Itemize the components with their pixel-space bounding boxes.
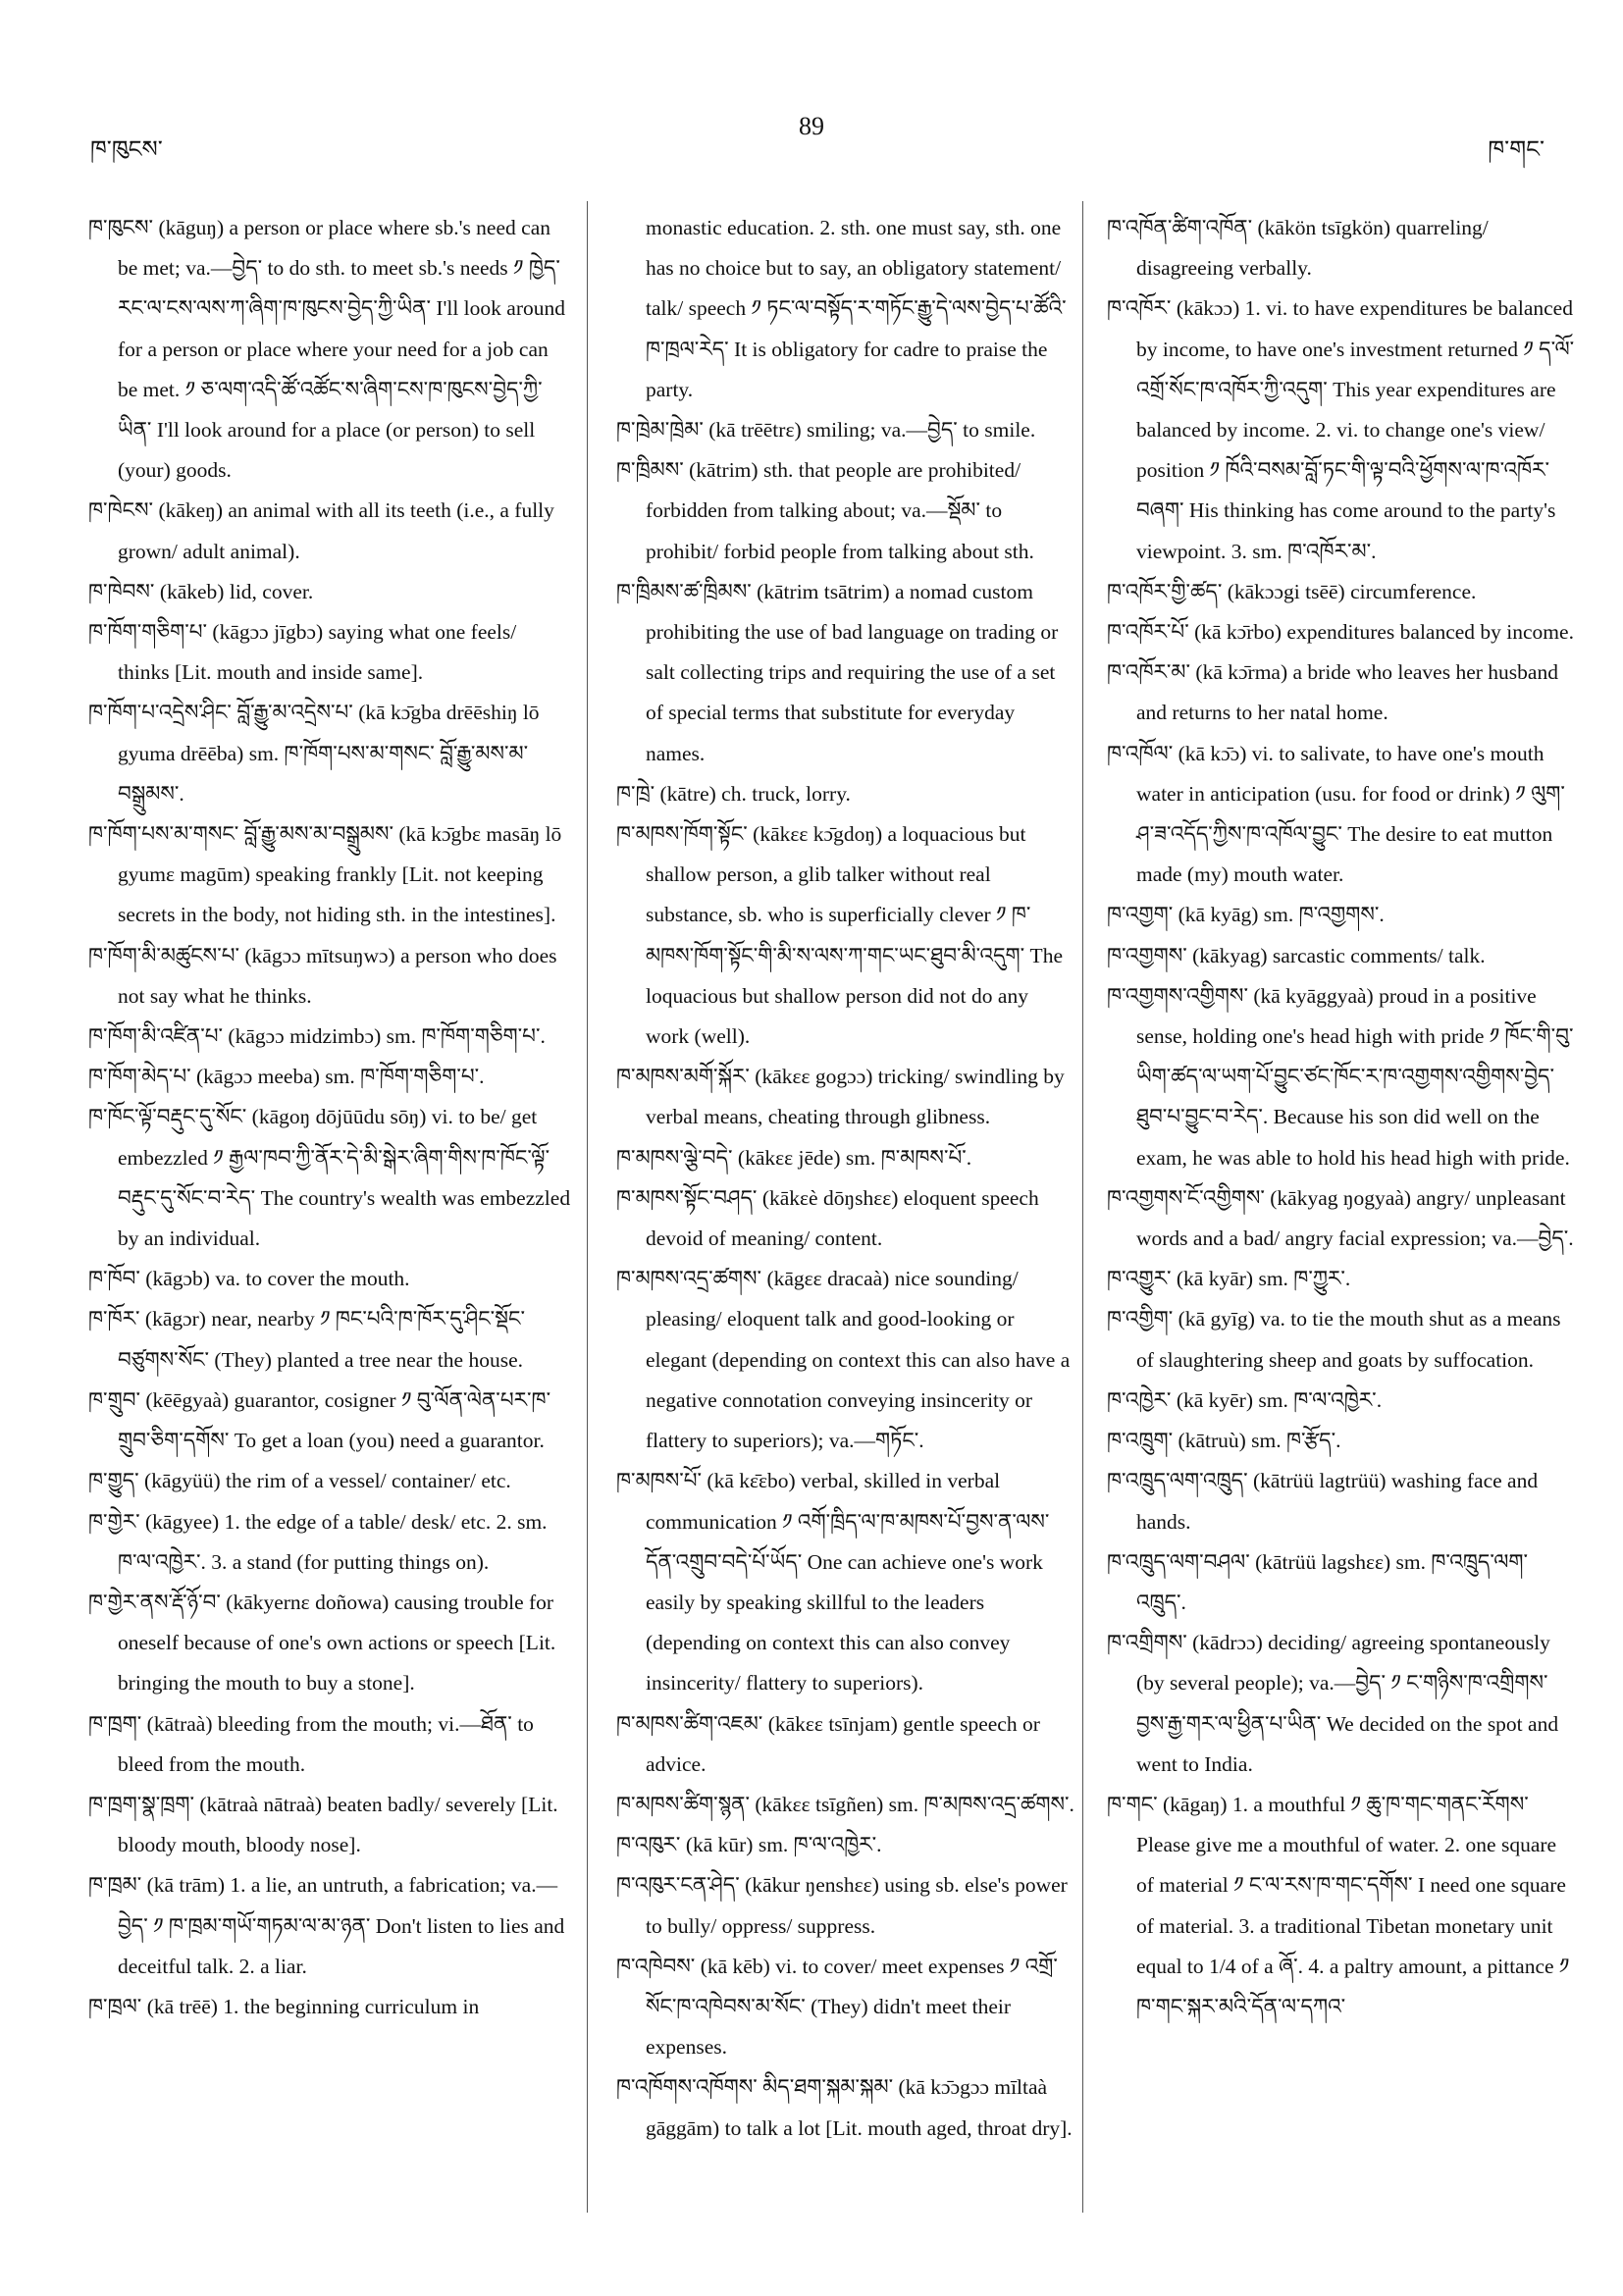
dictionary-entry bbox=[616, 1865, 1075, 1946]
entry-definition: (kāgyee) 1. the edge of a table/ desk/ etc. 2. sm. ཁ་ལ་འཁྱེར་. 3. a stand (for putting things on). bbox=[118, 1509, 548, 1574]
entry-definition: (kā kyār) sm. ཁ་ཀྱུར་. bbox=[1171, 1267, 1351, 1291]
entry-definition: (kāgyüü) the rim of a vessel/ container/ etc. bbox=[138, 1469, 511, 1493]
column-1 bbox=[88, 208, 571, 2027]
entry-headword: ཁ་ཁྲག་ bbox=[88, 1711, 142, 1736]
dictionary-entry bbox=[88, 1583, 571, 1704]
entry-definition: (kātraà) bleeding from the mouth; vi.—ཐོན་ to bleed from the mouth. bbox=[118, 1711, 534, 1776]
entry-definition: monastic education. 2. sth. one must say, sth. one has no choice but to say, an obligatory statement/ talk/ speech ༡ ཏང་ལ་བསྟོད་ར་གཏོང་རྒྱུ་དེ་ལས་བྱེད་པ་ཚོའི་ཁ་ཁྲལ་རེད་ It is obligatory for cadre to praise the party. bbox=[646, 216, 1067, 401]
dictionary-entry bbox=[616, 1785, 1075, 1825]
entry-definition: (kākɔɔ) 1. vi. to have expenditures be balanced by income, to have one's investment returned ༡ ད་ལོ་འགྲོ་སོང་ཁ་འཁོར་ཀྱི་འདུག་ This year expenditures are balanced by income. 2. vi. to change one's view/ position ༡ ཁོའི་བསམ་བློ་ཏང་གི་ལྟ་བའི་ཕྱོགས་ལ་ཁ་འཁོར་བཞག་ His thinking has come around to the party's viewpoint. 3. sm. ཁ་འཁོར་མ་. bbox=[1136, 296, 1575, 563]
dictionary-entry bbox=[1107, 936, 1576, 976]
entry-definition: (kātruù) sm. ཁ་རྩོད་. bbox=[1173, 1429, 1341, 1453]
entry-headword: ཁ་ཁྲེམ་ཁྲེམ་ bbox=[616, 418, 704, 443]
entry-definition: (kāguŋ) a person or place where sb.'s need can be met; va.—བྱེད་ to do sth. to meet sb.'s needs ༡ ཁྱེད་རང་ལ་ངས་ལས་ཀ་ཞིག་ཁ་ཁུངས་བྱེད་ཀྱི་ཡིན་ I'll look around for a person or place where your need for a job can be met. ༡ ཅ་ལག་འདི་ཚོ་འཚོང་ས་ཞིག་ངས་ཁ་ཁུངས་བྱེད་ཀྱི་ཡིན་ I'll look around for a place (or person) to sell (your) goods. bbox=[118, 216, 565, 483]
entry-definition: (kāgɔr) near, nearby ༡ ཁང་པའི་ཁ་ཁོར་དུ་ཤིང་སྡོང་བཙུགས་སོང་ (They) planted a tree near the house. bbox=[118, 1307, 525, 1372]
entry-headword: ཁ་ཁྲལ་ bbox=[88, 1994, 142, 2018]
entry-definition: (kātrim) sth. that people are prohibited/ forbidden from talking about; va.—སྡོམ་ to prohibit/ forbid people from talking about sth. bbox=[646, 458, 1034, 563]
entry-headword: ཁ་འཁྲུད་ལག་འཁྲུད་ bbox=[1107, 1469, 1248, 1493]
entry-headword: ཁ་ཁྲེ་ bbox=[616, 781, 655, 806]
entry-definition: (kāgɔɔ meeba) sm. ཁ་ཁོག་གཅིག་པ་. bbox=[190, 1065, 485, 1089]
dictionary-entry bbox=[616, 774, 1075, 814]
entry-headword: ཁ་མཁས་ཚིག་འཇམ་ bbox=[616, 1711, 763, 1736]
dictionary-entry bbox=[88, 572, 571, 612]
dictionary-entry bbox=[88, 1299, 571, 1380]
dictionary-entry bbox=[88, 1057, 571, 1097]
dictionary-entry bbox=[1107, 288, 1576, 571]
entry-definition: (kāgaŋ) 1. a mouthful ༡ ཆུ་ཁ་གང་གནང་རོགས་ Please give me a mouthful of water. 2. one square of material ༡ ང་ལ་རས་ཁ་གང་དགོས་ I need one square of material. 3. a traditional Tibetan monetary unit equal to 1/4 of a ཞོ་. 4. a paltry amount, a pittance ༡ ཁ་གང་སྐར་མའི་དོན་ལ་དཀའ་ bbox=[1136, 1792, 1570, 2018]
dictionary-entry bbox=[616, 1947, 1075, 2068]
entry-headword: ཁ་འཁུར་ bbox=[616, 1833, 681, 1857]
dictionary-entry bbox=[1107, 734, 1576, 896]
entry-definition: (kātrüü lagshɛɛ) sm. ཁ་འཁྲུད་ལག་འཁྲུད་. bbox=[1136, 1549, 1529, 1614]
entry-definition: (kāgɔb) va. to cover the mouth. bbox=[139, 1267, 410, 1291]
dictionary-entry bbox=[1107, 1623, 1576, 1785]
dictionary-entry bbox=[88, 693, 571, 814]
entry-headword: ཁ་ཁུངས་ bbox=[88, 216, 154, 239]
dictionary-entry bbox=[88, 1987, 571, 2027]
entry-headword: ཁ་ཁོག་མི་མཚུངས་པ་ bbox=[88, 943, 240, 967]
entry-headword: ཁ་མཁས་མགོ་སྐོར་ bbox=[616, 1065, 750, 1089]
dictionary-entry bbox=[616, 410, 1075, 450]
dictionary-entry bbox=[88, 1502, 571, 1583]
entry-headword: ཁ་མཁས་ཚིག་སྙན་ bbox=[616, 1792, 750, 1816]
dictionary-entry bbox=[616, 1461, 1075, 1703]
dictionary-entry bbox=[616, 1259, 1075, 1461]
entry-definition: (kādrɔɔ) deciding/ agreeing spontaneously (by several people); va.—བྱེད་ ༡ ང་གཉིས་ཁ་འགྲིགས་བྱས་རྒྱ་གར་ལ་ཕྱིན་པ་ཡིན་ We decided on the spot and went to India. bbox=[1136, 1631, 1559, 1776]
entry-headword: ཁ་ཁེབས་ bbox=[88, 579, 155, 603]
dictionary-entry bbox=[88, 1017, 571, 1057]
dictionary-entry bbox=[88, 814, 571, 936]
dictionary-entry bbox=[88, 491, 571, 571]
entry-headword: ཁ་མཁས་སྟོང་བཤད་ bbox=[616, 1185, 758, 1210]
entry-headword: ཁ་འགྱགས་ངོ་འགྱིགས་ bbox=[1107, 1185, 1265, 1210]
entry-definition: (kāgɔɔ midzimbɔ) sm. ཁ་ཁོག་གཅིག་པ་. bbox=[223, 1024, 546, 1049]
dictionary-entry bbox=[616, 1704, 1075, 1785]
dictionary-entry bbox=[88, 1097, 571, 1259]
entry-definition: (kāgɔɔ mītsuŋwɔ) a person who does not say what he thinks. bbox=[118, 943, 557, 1008]
dictionary-entry bbox=[88, 936, 571, 1017]
entry-headword: ཁ་ཁོག་པས་མ་གསང་ བློ་རྒྱུ་མས་མ་བསྒྲུམས་ bbox=[88, 822, 393, 847]
entry-headword: ཁ་ཁྲིམས་ཚ་ཁྲིམས་ bbox=[616, 579, 752, 603]
column-divider bbox=[1082, 201, 1083, 2213]
entry-headword: ཁ་འཁོར་པོ་ bbox=[1107, 620, 1189, 645]
entry-headword: ཁ་འཁོལ་ bbox=[1107, 741, 1174, 765]
dictionary-entry bbox=[616, 1178, 1075, 1259]
entry-definition: (kāgoŋ dōjūūdu sōŋ) vi. to be/ get embezzled ༡ རྒྱལ་ཁབ་ཀྱི་ནོར་དེ་མི་སྒེར་ཞིག་གིས་ཁ་ཁོང་ལྟོ་བརྡུང་དུ་སོང་བ་རེད་ The country's wealth was embezzled by an individual. bbox=[118, 1105, 571, 1251]
entry-definition: (kā kyēr) sm. ཁ་ལ་འཁྱེར་. bbox=[1171, 1387, 1383, 1412]
entry-definition: (kātre) ch. truck, lorry. bbox=[654, 781, 851, 806]
entry-definition: (kākur ŋenshɛɛ) using sb. else's power to bully/ oppress/ suppress. bbox=[646, 1873, 1068, 1938]
entry-definition: (kākɛɛ jēde) sm. ཁ་མཁས་པོ་. bbox=[732, 1145, 972, 1170]
column-2 bbox=[616, 208, 1075, 2149]
dictionary-entry bbox=[1107, 208, 1576, 288]
entry-headword: ཁ་ཁོང་ལྟོ་བརྡུང་དུ་སོང་ bbox=[88, 1105, 247, 1129]
dictionary-entry bbox=[1107, 1785, 1576, 2027]
dictionary-entry bbox=[1107, 1381, 1576, 1421]
running-head-left: ཁ་ཁུངས་ bbox=[90, 137, 163, 163]
dictionary-entry bbox=[616, 814, 1075, 1057]
dictionary-entry bbox=[616, 208, 1075, 410]
entry-headword: ཁ་ཁོབ་ bbox=[88, 1267, 140, 1291]
entry-headword: ཁ་ཁོག་པ་འདྲེས་ཤིང་ བློ་རྒྱུ་མ་འདྲེས་པ་ bbox=[88, 701, 353, 725]
entry-definition: (kākɔɔgi tsēē) circumference. bbox=[1222, 579, 1477, 603]
entry-definition: (kā kɔ̄gbɛ masāŋ lō gyumɛ magūm) speaking frankly [Lit. not keeping secrets in the body, not hiding sth. in the intestines]. bbox=[118, 822, 562, 927]
entry-headword: ཁ་མཁས་འདྲ་ཚགས་ bbox=[616, 1267, 762, 1291]
entry-definition: (kāgɔɔ jīgbɔ) saying what one feels/ thinks [Lit. mouth and inside same]. bbox=[118, 620, 517, 685]
entry-definition: (kā kūr) sm. ཁ་ལ་འཁྱེར་. bbox=[680, 1833, 882, 1857]
entry-definition: (kākɛɛ tsīnjam) gentle speech or advice. bbox=[646, 1711, 1040, 1776]
dictionary-entry bbox=[616, 1825, 1075, 1865]
entry-definition: (kā kɔ̄rma) a bride who leaves her husband and returns to her natal home. bbox=[1136, 660, 1558, 725]
entry-definition: (kākeb) lid, cover. bbox=[154, 579, 314, 603]
entry-headword: ཁ་གྱེར་ནས་རྡོ་ཉོ་བ་ bbox=[88, 1590, 221, 1614]
entry-headword: ཁ་གྱུད་ bbox=[88, 1469, 139, 1493]
entry-definition: (kāgɛɛ dracaà) nice sounding/ pleasing/ eloquent talk and good-looking or elegant (depending on context this can also have a negative connotation conveying insincerity or flattery to superiors); va.—གཏོང་. bbox=[646, 1267, 1071, 1453]
dictionary-entry bbox=[88, 1259, 571, 1299]
entry-headword: ཁ་འཁོར་མ་ bbox=[1107, 660, 1191, 685]
entry-headword: ཁ་ཁྲིམས་ bbox=[616, 458, 684, 483]
entry-headword: ཁ་འཁོན་ཚིག་འཁོན་ bbox=[1107, 216, 1253, 239]
dictionary-entry bbox=[1107, 1461, 1576, 1541]
entry-definition: (kā gyīg) va. to tie the mouth shut as a means of slaughtering sheep and goats by suffocation. bbox=[1136, 1307, 1561, 1372]
entry-definition: (kā kɛ̄ɛbo) verbal, skilled in verbal communication ༡ འགོ་ཁྲིད་ལ་ཁ་མཁས་པོ་བྱས་ན་ལས་དོན་འགྲུབ་བདེ་པོ་ཡོད་ One can achieve one's work easily by speaking skillful to the leaders (depending on context this can also convey insincerity/ flattery to superiors). bbox=[646, 1469, 1050, 1696]
entry-headword: ཁ་འཁུར་ངན་ཤེད་ bbox=[616, 1873, 740, 1898]
entry-headword: ཁ་མཁས་པོ་ bbox=[616, 1469, 703, 1493]
entry-definition: (kākön tsīgkön) quarreling/ disagreeing verbally. bbox=[1136, 216, 1489, 281]
entry-definition: (kākɛɛ kɔ̄gdoŋ) a loquacious but shallow person, a glib talker without real substance, sb. who is superficially clever ༡ ཁ་མཁས་ཁོག་སྟོང་གི་མི་ས་ལས་ཀ་གང་ཡང་ཐུབ་མི་འདུག་ The loquacious but shallow person did not do any work (well). bbox=[646, 822, 1063, 1049]
entry-definition: (kākyag ŋogyaà) angry/ unpleasant words and a bad/ angry facial expression; va.—བྱེད་. bbox=[1136, 1185, 1574, 1251]
entry-headword: ཁ་འགྱིག་ bbox=[1107, 1307, 1174, 1331]
dictionary-entry bbox=[616, 450, 1075, 572]
dictionary-entry bbox=[1107, 1178, 1576, 1259]
entry-definition: (kā kyāg) sm. ཁ་འགྱགས་. bbox=[1173, 903, 1385, 927]
dictionary-entry bbox=[1107, 652, 1576, 733]
dictionary-entry bbox=[88, 1461, 571, 1501]
entry-headword: ཁ་ཁོར་ bbox=[88, 1307, 140, 1331]
entry-headword: ཁ་འགྱུར་ bbox=[1107, 1267, 1172, 1291]
entry-definition: (kākyag) sarcastic comments/ talk. bbox=[1186, 943, 1486, 967]
dictionary-entry bbox=[616, 1138, 1075, 1178]
entry-definition: (kākɛɛ tsīgñen) sm. ཁ་མཁས་འདྲ་ཚགས་. bbox=[750, 1792, 1074, 1816]
dictionary-entry bbox=[88, 1704, 571, 1785]
entry-definition: (kā kɔ̄ɔ) vi. to salivate, to have one's mouth water in anticipation (usu. for food or drink) ༡ ལུག་ཤ་ཟ་འདོད་ཀྱིས་ཁ་འཁོལ་བྱུང་ The desire to eat mutton made (my) mouth water. bbox=[1136, 741, 1565, 887]
entry-definition: (kā kēb) vi. to cover/ meet expenses ༡ འགྲོ་སོང་ཁ་འཁེབས་མ་སོང་ (They) didn't meet their expenses. bbox=[646, 1954, 1058, 2060]
entry-headword: ཁ་ཁེངས་ bbox=[88, 498, 154, 523]
dictionary-entry bbox=[88, 612, 571, 693]
entry-definition: (kā trēētrɛ) smiling; va.—བྱེད་ to smile. bbox=[703, 418, 1036, 443]
dictionary-entry bbox=[88, 1785, 571, 1865]
entry-definition: (kā kyāggyaà) proud in a positive sense, holding one's head high with pride ༡ ཁོང་གི་བུ་ཡིག་ཚད་ལ་ཡག་པོ་བྱུང་ཙང་ཁོང་ར་ཁ་འགྱགས་འགྱིགས་བྱེད་ཐུབ་པ་བྱུང་བ་རེད་. Because his son did well on the exam, he was able to hold his head high with pride. bbox=[1136, 983, 1574, 1170]
entry-definition: (kā kɔ̄rbo) expenditures balanced by income. bbox=[1188, 620, 1574, 645]
entry-definition: (kā trēē) 1. the beginning curriculum in bbox=[141, 1994, 480, 2018]
dictionary-entry bbox=[1107, 612, 1576, 652]
dictionary-entry bbox=[1107, 1299, 1576, 1380]
dictionary-entry bbox=[1107, 895, 1576, 935]
entry-definition: (kātrim tsātrim) a nomad custom prohibiting the use of bad language on trading or salt collecting trips and requiring the use of a set of special terms that substitute for everyday names. bbox=[646, 579, 1059, 765]
entry-headword: ཁ་འཁྲུག་ bbox=[1107, 1429, 1174, 1453]
entry-headword: ཁ་འགྱག་ bbox=[1107, 903, 1174, 927]
entry-headword: ཁ་འཁོར་གྱི་ཚད་ bbox=[1107, 579, 1223, 603]
entry-definition: (kātraà nātraà) beaten badly/ severely [Lit. bloody mouth, bloody nose]. bbox=[118, 1792, 558, 1857]
dictionary-entry bbox=[616, 572, 1075, 774]
entry-headword: ཁ་འགྱགས་ bbox=[1107, 943, 1187, 967]
dictionary-entry bbox=[1107, 572, 1576, 612]
entry-headword: ཁ་ཁྲག་སྣ་ཁྲག་ bbox=[88, 1792, 194, 1816]
entry-headword: ཁ་ཁོག་མེད་པ་ bbox=[88, 1065, 191, 1089]
column-divider bbox=[587, 201, 588, 2213]
dictionary-entry bbox=[616, 2067, 1075, 2148]
dictionary-entry bbox=[88, 1865, 571, 1987]
entry-headword: ཁ་འགྲིགས་ bbox=[1107, 1631, 1187, 1655]
entry-definition: (kātrüü lagtrüü) washing face and hands. bbox=[1136, 1469, 1539, 1534]
entry-headword: ཁ་འཁོགས་འཁོགས་ མིད་ཐག་སྐམ་སྐམ་ bbox=[616, 2075, 894, 2100]
dictionary-entry bbox=[88, 208, 571, 491]
entry-headword: ཁ་འགྱགས་འགྱིགས་ bbox=[1107, 983, 1248, 1008]
page-number: 89 bbox=[799, 112, 824, 140]
dictionary-entry bbox=[1107, 1542, 1576, 1623]
running-head-right: ཁ་གང་ bbox=[1488, 137, 1544, 163]
entry-definition: (kākyernɛ doñowa) causing trouble for oneself because of one's own actions or speech [Lit. bringing the mouth to buy a stone]. bbox=[118, 1590, 556, 1696]
entry-headword: ཁ་གྱེར་ bbox=[88, 1509, 140, 1534]
entry-headword: ཁ་ཁོག་གཅིག་པ་ bbox=[88, 620, 208, 645]
entry-definition: (kākɛè dōŋshɛɛ) eloquent speech devoid of meaning/ content. bbox=[646, 1185, 1039, 1251]
entry-definition: (kā kɔ̄ɔgɔɔ mīltaà gāggām) to talk a lot [Lit. mouth aged, throat dry]. bbox=[646, 2075, 1073, 2140]
dictionary-entry bbox=[1107, 976, 1576, 1178]
entry-definition: (kākɛɛ gogɔɔ) tricking/ swindling by verbal means, cheating through glibness. bbox=[646, 1065, 1065, 1129]
entry-definition: (kākeŋ) an animal with all its teeth (i.e., a fully grown/ adult animal). bbox=[118, 498, 554, 563]
dictionary-entry bbox=[1107, 1259, 1576, 1299]
dictionary-entry bbox=[1107, 1421, 1576, 1461]
entry-headword: ཁ་འཁྱེར་ bbox=[1107, 1387, 1172, 1412]
entry-headword: ཁ་འཁོར་ bbox=[1107, 296, 1172, 321]
entry-definition: (kā kɔ̄gba drēēshiŋ lō gyuma drēēba) sm. ཁ་ཁོག་པས་མ་གསང་ བློ་རྒྱུ་མས་མ་བསྒྲུམས་. bbox=[118, 701, 540, 806]
entry-headword: ཁ་ཁྲམ་ bbox=[88, 1873, 142, 1898]
entry-headword: ཁ་མཁས་ལྕེ་བདེ་ bbox=[616, 1145, 733, 1170]
entry-headword: ཁ་འཁེབས་ bbox=[616, 1954, 696, 1978]
entry-headword: ཁ་ཁོག་མི་འཛིན་པ་ bbox=[88, 1024, 224, 1049]
entry-headword: ཁ་གང་ bbox=[1107, 1792, 1158, 1816]
entry-headword: ཁ་མཁས་ཁོག་སྟོང་ bbox=[616, 822, 748, 847]
entry-headword: ཁ་གྲུབ་ bbox=[88, 1387, 140, 1412]
dictionary-entry bbox=[88, 1381, 571, 1461]
column-3 bbox=[1107, 208, 1576, 2027]
entry-headword: ཁ་འཁྲུད་ལག་བཤལ་ bbox=[1107, 1549, 1250, 1574]
entry-definition: (kā trām) 1. a lie, an untruth, a fabrication; va.—བྱེད་ ༡ ཁ་ཁྲམ་གཡོ་གཏམ་ལ་མ་ཉན་ Don't listen to lies and deceitful talk. 2. a liar. bbox=[118, 1873, 565, 1978]
entry-definition: (kēēgyaà) guarantor, cosigner ༡ བུ་ལོན་ལེན་པར་ཁ་གྲུབ་ཅིག་དགོས་ To get a loan (you) need a guarantor. bbox=[118, 1387, 551, 1453]
dictionary-entry bbox=[616, 1057, 1075, 1137]
